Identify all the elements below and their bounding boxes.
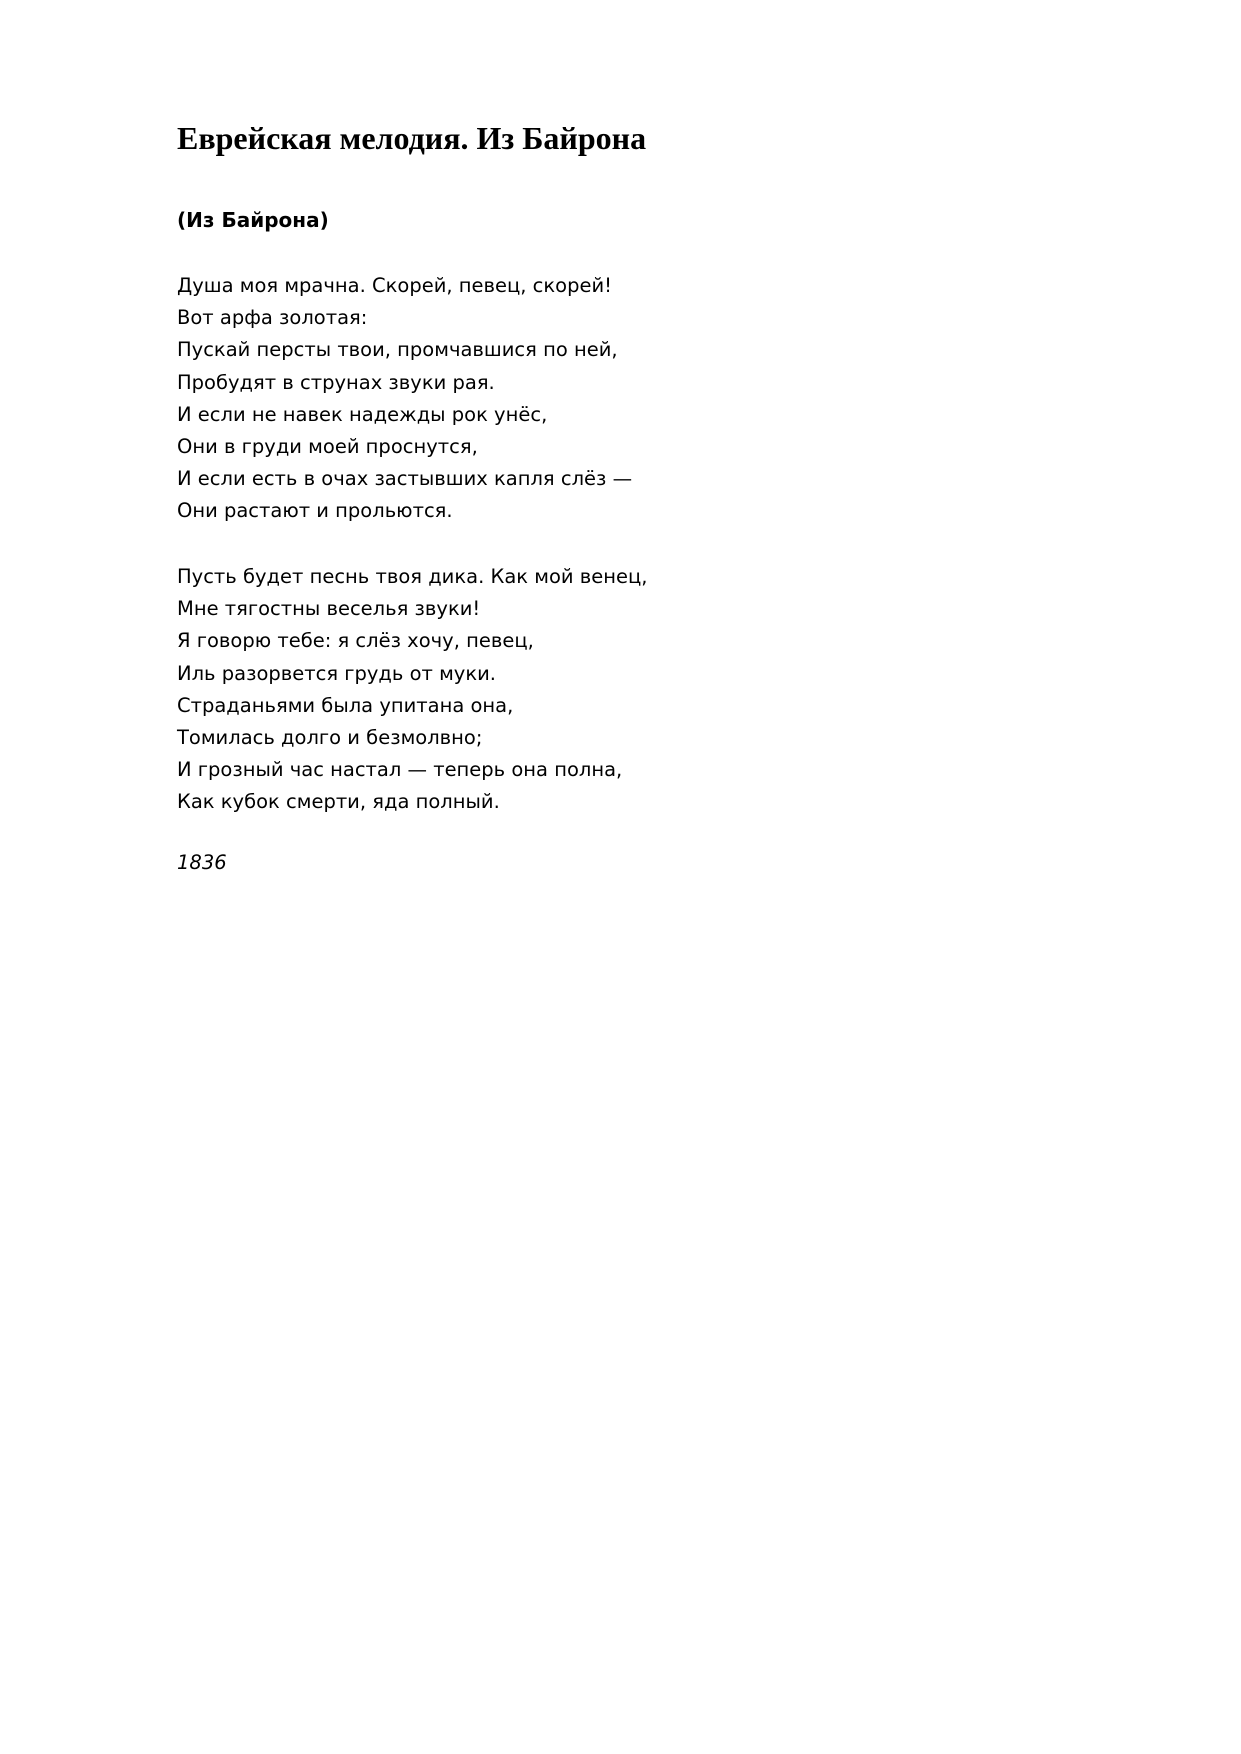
poem-line: Томилась долго и безмолвно; [177,725,483,749]
poem-line: И если есть в очах застывших капля слёз — [177,467,633,491]
poem-line: Пробудят в струнах звуки рая. [177,370,495,394]
poem-date: 1836 [177,851,227,874]
poem-line: Вот арфа золотая: [177,306,368,330]
poem-line: Они растают и прольются. [177,499,453,523]
poem-subtitle: (Из Байрона) [177,208,329,232]
poem-line: Пускай персты твои, промчавшися по ней, [177,338,618,362]
poem-line: И если не навек надежды рок унёс, [177,402,548,426]
poem-line: Пусть будет песнь твоя дика. Как мой венец, [177,565,648,588]
poem-line: И грозный час настал — теперь она полна, [177,758,623,782]
poem-title: Еврейская мелодия. Из Байрона [177,120,647,156]
poem-line: Как кубок смерти, яда полный. [177,790,500,814]
stanza-2 [177,561,647,819]
stanza-1 [177,270,632,528]
poem-line: Иль разорвется грудь от муки. [177,661,496,685]
poem-line: Мне тягостны веселья звуки! [177,597,481,621]
poem-line: Страданьями была упитана она, [177,693,514,717]
poem-line: Душа моя мрачна. Скорей, певец, скорей! [177,274,612,297]
poem-line: Я говорю тебе: я слёз хочу, певец, [177,629,534,653]
poem-line: Они в груди моей проснутся, [177,434,478,458]
